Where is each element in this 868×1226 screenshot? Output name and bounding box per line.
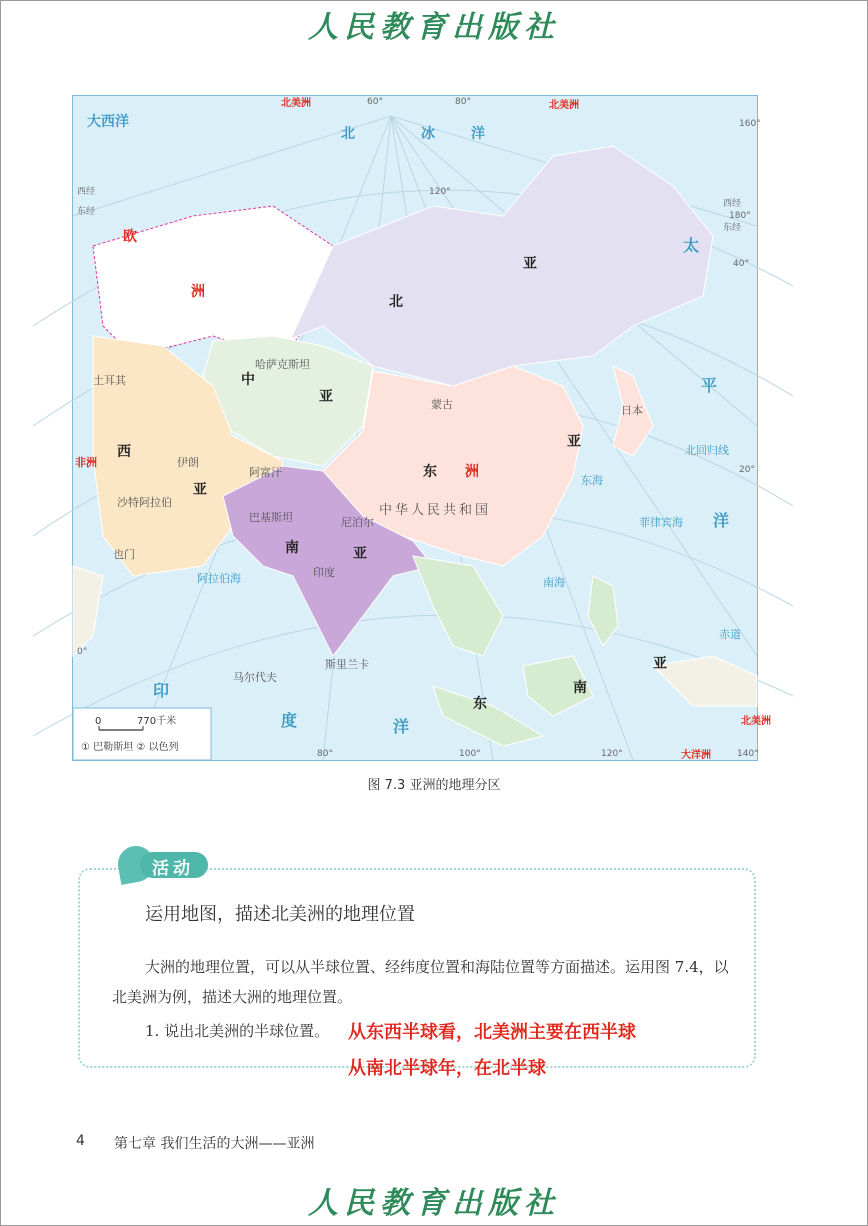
label-north-america-top-left: 北美洲	[281, 98, 311, 109]
label-east-asia-1: 东	[423, 464, 437, 480]
label-yemen: 也门	[113, 548, 135, 561]
label-afghanistan: 阿富汗	[249, 466, 282, 479]
label-lon-140-bottom: 140°	[737, 749, 759, 759]
label-indian-ocean-2: 度	[281, 711, 298, 730]
activity-title: 运用地图，描述北美洲的地理位置	[145, 904, 415, 925]
label-east-china-sea: 东海	[581, 474, 603, 487]
label-pacific-2: 平	[701, 376, 718, 395]
label-maldives: 马尔代夫	[233, 671, 277, 684]
label-nepal: 尼泊尔	[341, 516, 374, 529]
scale-zero: 0	[95, 716, 102, 727]
label-lon-100-bottom: 100°	[459, 749, 481, 759]
answer-line-1: 从东西半球看，北美洲主要在西半球	[348, 1022, 636, 1043]
publisher-footer: 人民教育出版社	[308, 1186, 560, 1221]
label-central-asia-2: 亚	[319, 389, 333, 405]
label-south-asia-1: 南	[285, 540, 299, 556]
label-kazakhstan: 哈萨克斯坦	[255, 358, 310, 371]
label-arabian-sea: 阿拉伯海	[197, 572, 241, 585]
label-east-asia-2: 亚	[567, 434, 581, 450]
label-west-asia-1: 西	[117, 444, 131, 460]
label-lat-20: 20°	[739, 465, 755, 475]
label-pacific-1: 太	[683, 236, 700, 255]
label-indian-ocean-3: 洋	[393, 717, 410, 736]
label-equator: 赤道	[719, 628, 741, 641]
label-south-china-sea: 南海	[543, 576, 565, 589]
label-east-long-left: 东经	[77, 207, 96, 217]
label-lon-80-bottom: 80°	[317, 749, 333, 759]
label-south-asia-2: 亚	[353, 546, 367, 562]
label-europe-2: 洲	[191, 284, 205, 300]
label-lat-40: 40°	[733, 259, 749, 269]
label-west-long-right: 西经	[723, 199, 742, 209]
activity-paragraph: 大洲的地理位置，可以从半球位置、经纬度位置和海陆位置等方面描述。运用图 7.4，以北美洲为例，描述大洲的地理位置。	[112, 958, 729, 1006]
label-lon-120-bottom: 120°	[601, 749, 623, 759]
label-west-long-left: 西经	[77, 187, 96, 197]
label-china: 中华人民共和国	[379, 503, 492, 518]
label-iran: 伊朗	[177, 456, 199, 469]
label-southeast-asia-1: 东	[473, 696, 487, 712]
label-indian-ocean-1: 印	[153, 681, 170, 700]
label-japan: 日本	[621, 404, 643, 417]
label-southeast-asia-2: 南	[573, 680, 587, 696]
label-north-tropic: 北回归线	[685, 444, 729, 457]
label-arctic-3: 洋	[471, 126, 485, 142]
activity-badge	[118, 846, 210, 884]
label-lon-60-top: 60°	[367, 97, 383, 107]
label-arctic-2: 冰	[421, 126, 435, 142]
label-africa: 非洲	[75, 456, 97, 469]
legend-notes: ① 巴勒斯坦 ② 以色列	[81, 742, 179, 753]
label-arctic-1: 北	[341, 126, 355, 142]
label-sri-lanka: 斯里兰卡	[325, 658, 369, 671]
label-central-asia-1: 中	[241, 372, 255, 388]
label-north-asia-1: 北	[389, 294, 403, 310]
chapter-title: 第七章 我们生活的大洲——亚洲	[114, 1136, 315, 1152]
label-lon-80-top: 80°	[455, 97, 471, 107]
label-long-180: 180°	[729, 211, 751, 221]
answer-line-2: 从南北半球年，在北半球	[348, 1058, 546, 1079]
label-southeast-asia-3: 亚	[653, 656, 667, 672]
scale-text: 770千米	[137, 716, 177, 727]
label-pacific-3: 洋	[713, 511, 730, 530]
label-mongolia: 蒙古	[431, 398, 453, 411]
label-india: 印度	[313, 566, 335, 579]
publisher-header: 人民教育出版社	[308, 10, 560, 45]
label-east-long-right: 东经	[723, 223, 742, 233]
label-europe-1: 欧	[123, 229, 137, 245]
label-turkey: 土耳其	[93, 374, 126, 387]
badge-label: 活动	[152, 859, 194, 879]
label-north-america-right: 北美洲	[741, 716, 771, 727]
label-saudi: 沙特阿拉伯	[117, 496, 172, 509]
label-north-asia-2: 亚	[523, 256, 537, 272]
page-number: 4	[76, 1133, 85, 1149]
label-philippine-sea: 菲律宾海	[639, 516, 683, 529]
label-oceania: 大洋洲	[681, 750, 711, 761]
label-lat-0: 0°	[77, 647, 88, 657]
label-atlantic: 大西洋	[87, 114, 129, 130]
label-lon-120-top: 120°	[429, 187, 451, 197]
label-north-america-top-right: 北美洲	[549, 100, 579, 111]
label-pakistan: 巴基斯坦	[249, 511, 293, 524]
label-west-asia-2: 亚	[193, 482, 207, 498]
label-east-asia-continent: 洲	[465, 464, 479, 480]
asia-regions-map	[72, 95, 771, 761]
figure-caption: 图 7.3 亚洲的地理分区	[367, 778, 501, 793]
question-1: 1. 说出北美洲的半球位置。	[145, 1022, 330, 1040]
label-lon-160-right: 160°	[739, 119, 761, 129]
